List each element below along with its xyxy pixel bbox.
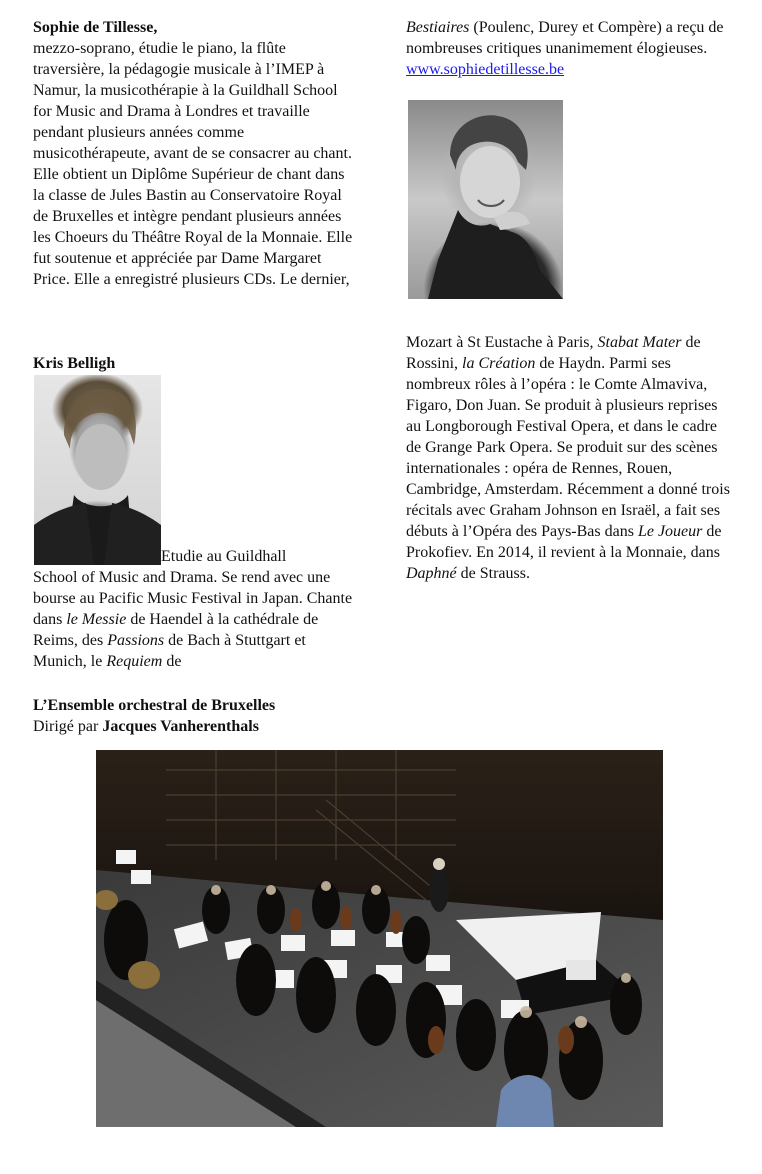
portrait-man-illustration <box>34 375 161 565</box>
portrait-woman-illustration <box>408 100 563 299</box>
sophie-section <box>33 17 358 290</box>
sophie-website-link[interactable]: www.sophiedetillesse.be <box>406 61 565 78</box>
conductor-name: Jacques Vanherenthals <box>102 718 259 735</box>
orchestra-photo <box>96 750 663 1127</box>
orchestra-stage-illustration <box>96 750 663 1127</box>
kris-heading <box>33 353 115 374</box>
ensemble-conductor-line: Dirigé par Jacques Vanherenthals <box>33 718 259 735</box>
kris-bio-left: School of Music and Drama. Se rend avec une bourse au Pacific Music Festival in Japan. Chante dans le Messie de Haendel à la cathédrale de Reims, des Passions de Bach à Stuttgart et Munich, le Requiem de <box>33 569 353 670</box>
kris-bio-right: Mozart à St Eustache à Paris, Stabat Mater de Rossini, la Création de Haydn. Parmi ses nombreux rôles à l’opéra : le Comte Almaviva, Figaro, Don Juan. Se produit à plusieurs reprises au Longborough Festival Opera, et dans le cadre de Grange Park Opera. Se produit sur des scènes internationales : opéra de Rennes, Rouen, Cambridge, Amsterdam. Récemment a donné trois récitals avec Graham Johnson en Israël, a fait ses débuts à l’Opéra des Pays-Bas dans Le Joueur de Prokofiev. En 2014, il revient à la Monnaie, dans Daphné de Strauss. <box>406 334 730 582</box>
sophie-name: Sophie de Tillesse <box>33 19 154 36</box>
sophie-bio-continued: Bestiaires (Poulenc, Durey et Compère) a reçu de nombreuses critiques unanimement élogieuses. www.sophiedetillesse.be <box>406 19 724 78</box>
ensemble-section <box>33 695 373 737</box>
sophie-de-tillesse-photo <box>408 100 563 299</box>
sophie-heading: Sophie de Tillesse, <box>33 19 158 36</box>
kris-name: Kris Belligh <box>33 355 116 372</box>
ensemble-title: L’Ensemble orchestral de Bruxelles <box>33 697 276 714</box>
kris-caption: Etudie au Guildhall <box>161 548 287 565</box>
sophie-bio: mezzo-soprano, étudie le piano, la flûte traversière, la pédagogie musicale à l’IMEP à Namur, la musicothérapie à la Guildhall School for Music and Drama à Londres et travaille pendant plusieurs années comme musicothérapeute, avant de se consacrer au chant. Elle obtient un Diplôme Supérieur de chant dans la classe de Jules Bastin au Conservatoire Royal de Bruxelles et intègre pendant plusieurs années les Choeurs du Théâtre Royal de la Monnaie. Elle fut soutenue et appréciée par Dame Margaret Price. Elle a enregistré plusieurs CDs. Le dernier, <box>33 40 353 288</box>
kris-belligh-photo <box>34 375 161 565</box>
